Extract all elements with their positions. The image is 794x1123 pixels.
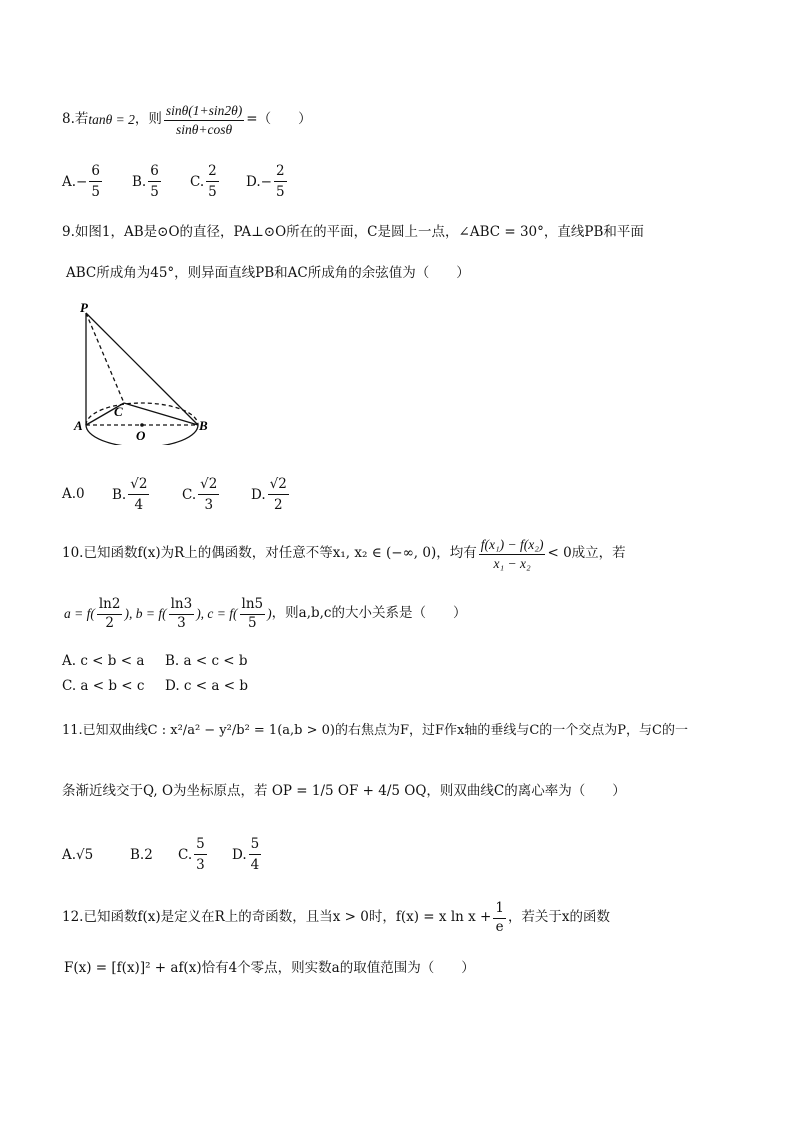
option-letter: D. <box>251 486 266 503</box>
q10-c-frac <box>240 598 266 630</box>
frac-den: 5 <box>208 184 217 200</box>
q11-line2: 条渐近线交于Q, O为坐标原点，若 OP = 1/5 OF + 4/5 OQ，则双曲线C的离心率为（ ） <box>62 783 626 799</box>
frac-num: √2 <box>198 476 219 495</box>
q10-b-frac <box>169 598 195 630</box>
q8-answer-blank: =（ ） <box>246 111 312 128</box>
frac-num: √2 <box>128 476 149 495</box>
q10-question: ，则a,b,c的大小关系是（ ） <box>271 605 467 622</box>
q10-c-def: ), c = f( <box>196 606 238 622</box>
q10-close-paren: ) <box>267 606 272 622</box>
q9-option-c[interactable] <box>182 476 221 513</box>
q8-option-c[interactable] <box>190 163 221 200</box>
frac-den: 3 <box>177 614 186 631</box>
frac-den: 5 <box>275 184 285 200</box>
ellipse-back <box>86 403 198 425</box>
q11-option-d[interactable] <box>232 836 263 873</box>
option-fraction <box>194 836 207 873</box>
frac-num: 6 <box>148 163 161 182</box>
q8-prefix: 8.若 <box>62 111 89 128</box>
frac-num: f(x₁) − f(x₂) <box>479 538 546 555</box>
label-o: O <box>136 428 146 443</box>
q10-line1 <box>62 538 626 570</box>
option-fraction <box>268 476 289 513</box>
q11-option-b[interactable] <box>130 847 153 863</box>
q9-line2: ABC所成角为45°，则异面直线PB和AC所成角的余弦值为（ ） <box>66 265 470 281</box>
q8-option-b[interactable] <box>132 163 163 200</box>
frac-num: ln2 <box>97 598 123 615</box>
label-p: P <box>80 300 88 315</box>
q8-option-a[interactable] <box>62 163 104 200</box>
q9-line1: 9.如图1，AB是⊙O的直径，PA⊥⊙O所在的平面，C是圆上一点，∠ABC = 30°，直线PB和平面 <box>62 224 644 240</box>
frac-den: 2 <box>273 497 283 513</box>
q8-stem <box>62 104 312 136</box>
frac-den: 4 <box>250 857 260 873</box>
option-fraction <box>128 476 149 513</box>
q8-denominator: sinθ+cosθ <box>176 121 233 137</box>
option-text: 0 <box>76 486 85 502</box>
q12-one-over-e <box>493 902 506 934</box>
frac-den: 5 <box>248 614 257 631</box>
option-letter: D. <box>246 173 261 190</box>
frac-num: ln5 <box>240 598 266 615</box>
q11-line1: 11.已知双曲线C : x²/a² − y²/b² = 1(a,b > 0)的右焦点为F，过F作x轴的垂线与C的一个交点为P，与C的一 <box>62 723 688 738</box>
option-sign: − <box>260 173 272 190</box>
frac-den: x₁ − x₂ <box>493 555 531 571</box>
q9-option-d[interactable] <box>251 476 291 513</box>
option-letter: C. <box>190 173 205 190</box>
option-fraction <box>274 163 287 200</box>
option-text: 2 <box>144 847 153 863</box>
label-a: A <box>74 418 83 433</box>
option-fraction <box>148 163 161 200</box>
q10-option-b[interactable]: B. a < c < b <box>165 653 248 669</box>
frac-den: e <box>495 918 504 935</box>
q10-a-def: a = f( <box>64 606 95 622</box>
option-fraction <box>206 163 219 200</box>
frac-num: √2 <box>268 476 289 495</box>
option-fraction <box>249 836 262 873</box>
option-letter: C. <box>182 486 197 503</box>
option-letter: B. <box>130 847 145 863</box>
q10-option-c[interactable]: C. a < b < c <box>62 678 145 694</box>
q10-line2 <box>64 598 466 630</box>
q10-b-def: ), b = f( <box>124 606 167 622</box>
option-letter: A. <box>62 486 77 502</box>
frac-den: 5 <box>91 184 100 200</box>
option-fraction <box>198 476 219 513</box>
option-fraction <box>89 163 102 200</box>
option-text: √5 <box>76 847 94 863</box>
frac-num: 2 <box>274 163 287 182</box>
frac-den: 3 <box>204 497 214 513</box>
q8-numerator: sinθ(1+sin2θ) <box>164 104 244 121</box>
q10-option-a[interactable]: A. c < b < a <box>62 653 145 669</box>
frac-num: 2 <box>206 163 219 182</box>
option-letter: D. <box>232 846 247 863</box>
option-letter: B. <box>132 173 147 190</box>
label-c: C <box>114 404 123 419</box>
q12-line1 <box>62 902 610 934</box>
q10-difference-quotient <box>479 538 546 570</box>
frac-num: 5 <box>194 836 207 855</box>
q10-stem-a: 10.已知函数f(x)为R上的偶函数，对任意不等x₁, x₂ ∈ (−∞, 0)，均有 <box>62 545 477 562</box>
q12-line2: F(x) = [f(x)]² + af(x)恰有4个零点，则实数a的取值范围为（ ） <box>64 960 475 976</box>
center-point <box>140 423 144 427</box>
q9-option-a[interactable] <box>62 486 85 502</box>
q11-option-a[interactable] <box>62 847 93 863</box>
option-letter: B. <box>112 486 127 503</box>
frac-num: ln3 <box>169 598 195 615</box>
q9-option-b[interactable] <box>112 476 151 513</box>
option-letter: A. <box>62 173 77 190</box>
frac-num: 1 <box>493 902 506 919</box>
frac-den: 4 <box>134 497 144 513</box>
frac-num: 5 <box>249 836 262 855</box>
q8-option-d[interactable] <box>246 163 289 200</box>
frac-den: 3 <box>196 857 205 873</box>
q11-option-c[interactable] <box>178 836 209 873</box>
segment-pc <box>86 313 124 403</box>
q8-expression-fraction <box>164 104 244 136</box>
q10-stem-b: < 0成立，若 <box>547 545 626 562</box>
q12-stem-b: ，若关于x的函数 <box>507 909 611 926</box>
q9-figure <box>72 300 232 445</box>
frac-den: 5 <box>150 184 159 200</box>
option-sign: − <box>76 173 88 190</box>
option-letter: A. <box>62 847 77 863</box>
option-letter: C. <box>178 846 193 863</box>
q12-stem-a: 12.已知函数f(x)是定义在R上的奇函数，且当x > 0时，f(x) = x ln x + <box>62 909 492 926</box>
frac-num: 6 <box>89 163 102 182</box>
q10-option-d[interactable]: D. c < a < b <box>165 678 248 694</box>
q8-condition: tanθ = 2 <box>88 112 135 128</box>
label-b: B <box>199 418 208 433</box>
q8-then: ，则 <box>134 111 162 128</box>
frac-den: 2 <box>105 614 114 631</box>
q10-a-frac <box>97 598 123 630</box>
